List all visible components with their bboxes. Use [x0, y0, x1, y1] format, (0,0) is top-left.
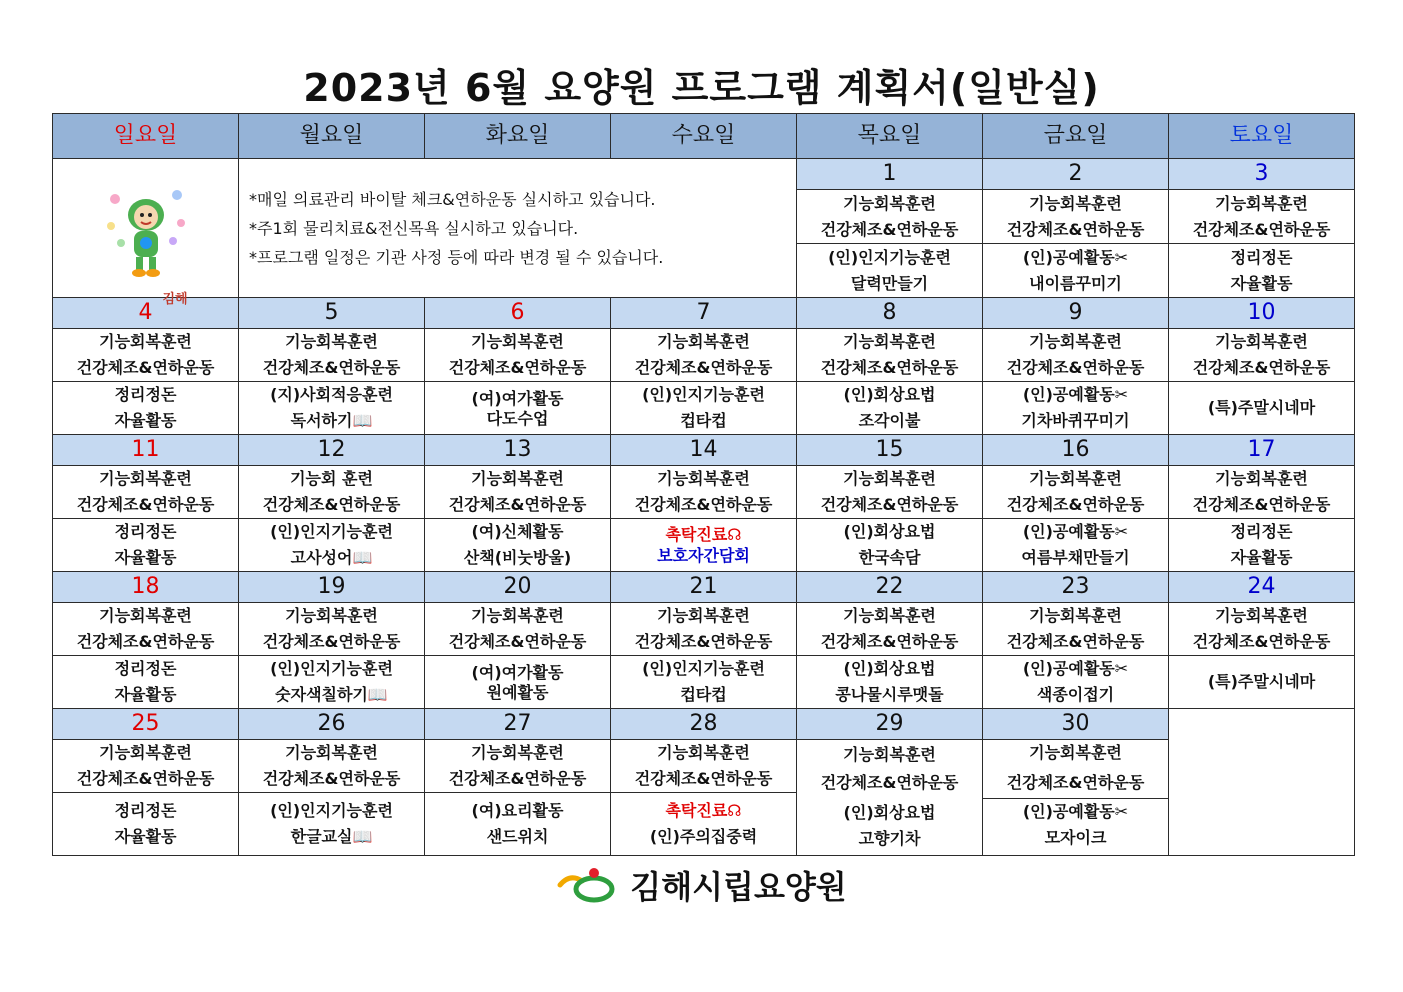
activity-line: 기능회복훈련	[285, 743, 378, 762]
activity-line: (인)공예활동✂	[1022, 247, 1129, 267]
activity-line: 컵타컵	[680, 411, 727, 430]
week-3-dates	[53, 435, 1355, 466]
activity-line: 기능회복훈련	[1029, 193, 1122, 213]
day-16-activity-b	[983, 519, 1169, 572]
activity-line: 샌드위치	[486, 827, 549, 846]
activity-line: 기능회복훈련	[1215, 193, 1308, 213]
activity-line: 독서하기📖	[290, 411, 373, 430]
date-23: 23	[983, 572, 1169, 603]
activity-line: (인)인지기능훈련	[270, 659, 393, 678]
activity-line: (여)여가활동	[471, 389, 564, 408]
activity-line: 고향기차	[858, 829, 921, 848]
activity-line: 기능회복훈련	[657, 469, 750, 488]
activity-line: (인)회상요법	[843, 659, 936, 678]
day-4-activity-b	[53, 382, 239, 435]
activity-line: 기능회복훈련	[99, 332, 192, 351]
activity-line: 모자이크	[1044, 828, 1107, 847]
day-2-activity-b	[983, 244, 1169, 298]
activity-line: 기능회복훈련	[1215, 469, 1308, 488]
activity-line: 건강체조&연하운동	[448, 358, 587, 377]
activity-line: 건강체조&연하운동	[820, 358, 959, 377]
activity-line: (인)인지기능훈련	[270, 801, 393, 820]
day-8-activity-a	[797, 329, 983, 382]
activity-line: 정리정돈	[114, 522, 177, 541]
date-17: 17	[1169, 435, 1355, 466]
activity-line: 건강체조&연하운동	[1192, 219, 1331, 239]
date-15: 15	[797, 435, 983, 466]
activity-line: 정리정돈	[1230, 247, 1293, 267]
empty-cell	[1169, 709, 1355, 856]
activity-line: 조각이불	[858, 411, 921, 430]
activity-line: 기능회복훈련	[99, 469, 192, 488]
program-calendar	[52, 113, 1355, 856]
day-5-activity-b	[239, 382, 425, 435]
day-5-activity-a	[239, 329, 425, 382]
activity-line: 기능회복훈련	[843, 332, 936, 351]
activity-line: (인)회상요법	[843, 803, 936, 822]
activity-line: 건강체조&연하운동	[820, 632, 959, 651]
day-26-activity-b	[239, 793, 425, 856]
org-logo-icon	[556, 867, 622, 903]
activity-line: 기능회복훈련	[471, 332, 564, 351]
week-3-activity-a	[53, 466, 1355, 519]
note-line-3: *프로그램 일정은 기관 사정 등에 따라 변경 될 수 있습니다.	[249, 247, 664, 267]
date-9: 9	[983, 298, 1169, 329]
activity-line: (여)신체활동	[471, 522, 564, 541]
date-5: 5	[239, 298, 425, 329]
activity-line: 건강체조&연하운동	[262, 632, 401, 651]
weekday-header-row	[53, 114, 1355, 159]
day-9-activity-a	[983, 329, 1169, 382]
day-22-activity-a	[797, 603, 983, 656]
activity-line: 내이름꾸미기	[1029, 273, 1122, 293]
org-name: 김해시립요양원	[630, 868, 847, 906]
activity-line: (인)공예활동✂	[1022, 659, 1129, 678]
date-25: 25	[53, 709, 239, 740]
activity-line: 건강체조&연하운동	[634, 495, 773, 514]
activity-line: (특)주말시네마	[1207, 672, 1316, 691]
activity-line: 원예활동	[486, 683, 549, 702]
day-23-activity-b	[983, 656, 1169, 709]
day-23-activity-a	[983, 603, 1169, 656]
activity-line: 콩나물시루맷돌	[835, 685, 944, 704]
day-26-activity-a	[239, 740, 425, 793]
activity-line: 건강체조&연하운동	[76, 769, 215, 788]
day-19-activity-b	[239, 656, 425, 709]
date-14: 14	[611, 435, 797, 466]
activity-line: 건강체조&연하운동	[1192, 358, 1331, 377]
day-12-activity-b	[239, 519, 425, 572]
day-3-activity-a	[1169, 190, 1355, 244]
day-28-activity-a	[611, 740, 797, 793]
activity-line: (특)주말시네마	[1207, 398, 1316, 417]
activity-line: 촉탁진료☊	[665, 525, 742, 544]
activity-line: 기능회복훈련	[471, 743, 564, 762]
day-25-activity-a	[53, 740, 239, 793]
activity-line: (인)인지기능훈련	[642, 659, 765, 678]
day-21-activity-a	[611, 603, 797, 656]
activity-line: 건강체조&연하운동	[820, 773, 959, 792]
day-29-activities	[797, 740, 983, 856]
week-2-dates	[53, 298, 1355, 329]
activity-line: 자율활동	[114, 548, 177, 567]
date-28: 28	[611, 709, 797, 740]
date-1: 1	[797, 159, 983, 190]
day-11-activity-b	[53, 519, 239, 572]
weekday-saturday: 토요일	[1169, 114, 1355, 159]
activity-line: 건강체조&연하운동	[1006, 358, 1145, 377]
activity-line: 기능회복훈련	[99, 743, 192, 762]
date-7: 7	[611, 298, 797, 329]
activity-line: 정리정돈	[114, 801, 177, 820]
date-20: 20	[425, 572, 611, 603]
day-17-activity-b	[1169, 519, 1355, 572]
week-4-activity-a	[53, 603, 1355, 656]
day-10-activity-a	[1169, 329, 1355, 382]
week-1-dates	[53, 159, 1355, 190]
week-3-activity-b	[53, 519, 1355, 572]
activity-line: (인)인지기능훈련	[642, 385, 765, 404]
activity-line: 건강체조&연하운동	[1006, 219, 1145, 239]
activity-line: (인)인지기능훈련	[828, 247, 951, 267]
activity-line: 기능회복훈련	[1029, 743, 1122, 762]
activity-line: 건강체조&연하운동	[76, 358, 215, 377]
day-11-activity-a	[53, 466, 239, 519]
activity-line: 건강체조&연하운동	[1006, 495, 1145, 514]
note-line-2: *주1회 물리치료&전신목욕 실시하고 있습니다.	[249, 218, 579, 238]
week-4-activity-b	[53, 656, 1355, 709]
day-19-activity-a	[239, 603, 425, 656]
day-24-activity-b	[1169, 656, 1355, 709]
activity-line: 기능회복훈련	[285, 332, 378, 351]
activity-line: 건강체조&연하운동	[634, 769, 773, 788]
activity-line: 건강체조&연하운동	[76, 495, 215, 514]
date-6: 6	[425, 298, 611, 329]
notes-cell	[239, 159, 797, 298]
activity-line: 기능회복훈련	[471, 469, 564, 488]
day-27-activity-b	[425, 793, 611, 856]
activity-line: 정리정돈	[1230, 522, 1293, 541]
activity-line: 자율활동	[1230, 273, 1293, 293]
day-22-activity-b	[797, 656, 983, 709]
activity-line: 기능회복훈련	[657, 606, 750, 625]
activity-line: 기능회복훈련	[1215, 606, 1308, 625]
day-13-activity-a	[425, 466, 611, 519]
activity-line: (인)회상요법	[843, 385, 936, 404]
activity-line: 건강체조&연하운동	[1192, 632, 1331, 651]
page-title: 2023년 6월 요양원 프로그램 계획서(일반실)	[303, 66, 1100, 110]
day-1-activity-a	[797, 190, 983, 244]
activity-line: (인)주의집중력	[649, 827, 758, 846]
activity-line: 한국속담	[858, 548, 921, 567]
activity-line: 건강체조&연하운동	[448, 495, 587, 514]
activity-line: 건강체조&연하운동	[1192, 495, 1331, 514]
activity-line: 색종이접기	[1036, 685, 1115, 704]
activity-line: 자율활동	[114, 827, 177, 846]
day-30-activities	[983, 740, 1169, 856]
day-20-activity-b	[425, 656, 611, 709]
day-7-activity-a	[611, 329, 797, 382]
week-2-activity-a	[53, 329, 1355, 382]
activity-line: 기능회복훈련	[843, 745, 936, 764]
activity-line: 기차바퀴꾸미기	[1021, 411, 1130, 430]
week-5-dates	[53, 709, 1355, 740]
day-13-activity-b	[425, 519, 611, 572]
day-9-activity-b	[983, 382, 1169, 435]
date-12: 12	[239, 435, 425, 466]
date-10: 10	[1169, 298, 1355, 329]
day-24-activity-a	[1169, 603, 1355, 656]
day-2-activity-a	[983, 190, 1169, 244]
activity-line: 기능회복훈련	[1029, 332, 1122, 351]
activity-line: 기능회복훈련	[657, 743, 750, 762]
weekday-sunday: 일요일	[53, 114, 239, 159]
day-10-activity-b	[1169, 382, 1355, 435]
day-6-activity-a	[425, 329, 611, 382]
activity-line: 건강체조&연하운동	[262, 495, 401, 514]
activity-line: 컵타컵	[680, 685, 727, 704]
weekday-monday: 월요일	[239, 114, 425, 159]
activity-line: 촉탁진료☊	[665, 801, 742, 820]
activity-line: 고사성어📖	[290, 548, 373, 567]
activity-line: 건강체조&연하운동	[820, 219, 959, 239]
activity-line: 숫자색칠하기📖	[275, 685, 388, 704]
day-18-activity-b	[53, 656, 239, 709]
activity-line: 정리정돈	[114, 659, 177, 678]
activity-line: 건강체조&연하운동	[634, 632, 773, 651]
activity-line: 건강체조&연하운동	[1006, 773, 1145, 792]
activity-line: 건강체조&연하운동	[634, 358, 773, 377]
day-7-activity-b	[611, 382, 797, 435]
activity-line: 기능회복훈련	[471, 606, 564, 625]
date-18: 18	[53, 572, 239, 603]
date-11: 11	[53, 435, 239, 466]
activity-line: 여름부채만들기	[1021, 548, 1130, 567]
date-4: 4	[53, 298, 239, 329]
activity-line: 자율활동	[114, 411, 177, 430]
activity-line: (여)요리활동	[471, 801, 564, 820]
week-4-dates	[53, 572, 1355, 603]
activity-line: 기능회복훈련	[1029, 606, 1122, 625]
day-12-activity-a	[239, 466, 425, 519]
activity-line: 기능회복훈련	[1215, 332, 1308, 351]
activity-line: 기능회복훈련	[1029, 469, 1122, 488]
day-25-activity-b	[53, 793, 239, 856]
date-13: 13	[425, 435, 611, 466]
week-2-activity-b	[53, 382, 1355, 435]
day-15-activity-a	[797, 466, 983, 519]
activity-line: 건강체조&연하운동	[448, 632, 587, 651]
date-24: 24	[1169, 572, 1355, 603]
day-20-activity-a	[425, 603, 611, 656]
date-22: 22	[797, 572, 983, 603]
date-21: 21	[611, 572, 797, 603]
activity-line: 건강체조&연하운동	[820, 495, 959, 514]
activity-line: 기능회복훈련	[285, 606, 378, 625]
day-27-activity-a	[425, 740, 611, 793]
activity-line: 건강체조&연하운동	[262, 358, 401, 377]
activity-line: 산책(비눗방울)	[463, 548, 572, 567]
mascot-logo-label: 김해	[162, 291, 188, 307]
activity-line: 정리정돈	[114, 385, 177, 404]
activity-line: 달력만들기	[850, 273, 929, 293]
day-14-activity-b	[611, 519, 797, 572]
activity-line: (지)사회적응훈련	[270, 385, 393, 404]
activity-line: 자율활동	[1230, 548, 1293, 567]
weekday-friday: 금요일	[983, 114, 1169, 159]
weekday-thursday: 목요일	[797, 114, 983, 159]
mascot-cell	[53, 159, 239, 307]
activity-line: (여)여가활동	[471, 663, 564, 682]
activity-line: 다도수업	[486, 409, 549, 428]
date-29: 29	[797, 709, 983, 740]
activity-line: (인)공예활동✂	[1022, 802, 1129, 821]
activity-line: 건강체조&연하운동	[1006, 632, 1145, 651]
day-14-activity-a	[611, 466, 797, 519]
date-3: 3	[1169, 159, 1355, 190]
mascot-icon	[101, 171, 191, 281]
day-28-activity-b	[611, 793, 797, 856]
date-19: 19	[239, 572, 425, 603]
day-16-activity-a	[983, 466, 1169, 519]
activity-line: (인)공예활동✂	[1022, 385, 1129, 404]
activity-line: 기능회 훈련	[290, 469, 373, 488]
date-27: 27	[425, 709, 611, 740]
day-15-activity-b	[797, 519, 983, 572]
activity-line: 건강체조&연하운동	[262, 769, 401, 788]
day-3-activity-b	[1169, 244, 1355, 298]
weekday-tuesday: 화요일	[425, 114, 611, 159]
date-16: 16	[983, 435, 1169, 466]
activity-line: 보호자간담회	[657, 546, 750, 565]
activity-line: 한글교실📖	[290, 827, 373, 846]
date-8: 8	[797, 298, 983, 329]
activity-line: 건강체조&연하운동	[448, 769, 587, 788]
note-line-1: *매일 의료관리 바이탈 체크&연하운동 실시하고 있습니다.	[249, 189, 656, 209]
day-1-activity-b	[797, 244, 983, 298]
activity-line: 기능회복훈련	[99, 606, 192, 625]
footer	[0, 862, 1403, 904]
date-26: 26	[239, 709, 425, 740]
day-18-activity-a	[53, 603, 239, 656]
activity-line: 건강체조&연하운동	[76, 632, 215, 651]
activity-line: (인)인지기능훈련	[270, 522, 393, 541]
date-30: 30	[983, 709, 1169, 740]
activity-line: 기능회복훈련	[657, 332, 750, 351]
week-5-activity-a	[53, 740, 1355, 793]
day-6-activity-b	[425, 382, 611, 435]
date-2: 2	[983, 159, 1169, 190]
activity-line: 기능회복훈련	[843, 469, 936, 488]
activity-line: (인)회상요법	[843, 522, 936, 541]
activity-line: 기능회복훈련	[843, 193, 936, 213]
day-21-activity-b	[611, 656, 797, 709]
activity-line: (인)공예활동✂	[1022, 522, 1129, 541]
day-8-activity-b	[797, 382, 983, 435]
weekday-wednesday: 수요일	[611, 114, 797, 159]
day-17-activity-a	[1169, 466, 1355, 519]
activity-line: 자율활동	[114, 685, 177, 704]
day-4-activity-a	[53, 329, 239, 382]
activity-line: 기능회복훈련	[843, 606, 936, 625]
